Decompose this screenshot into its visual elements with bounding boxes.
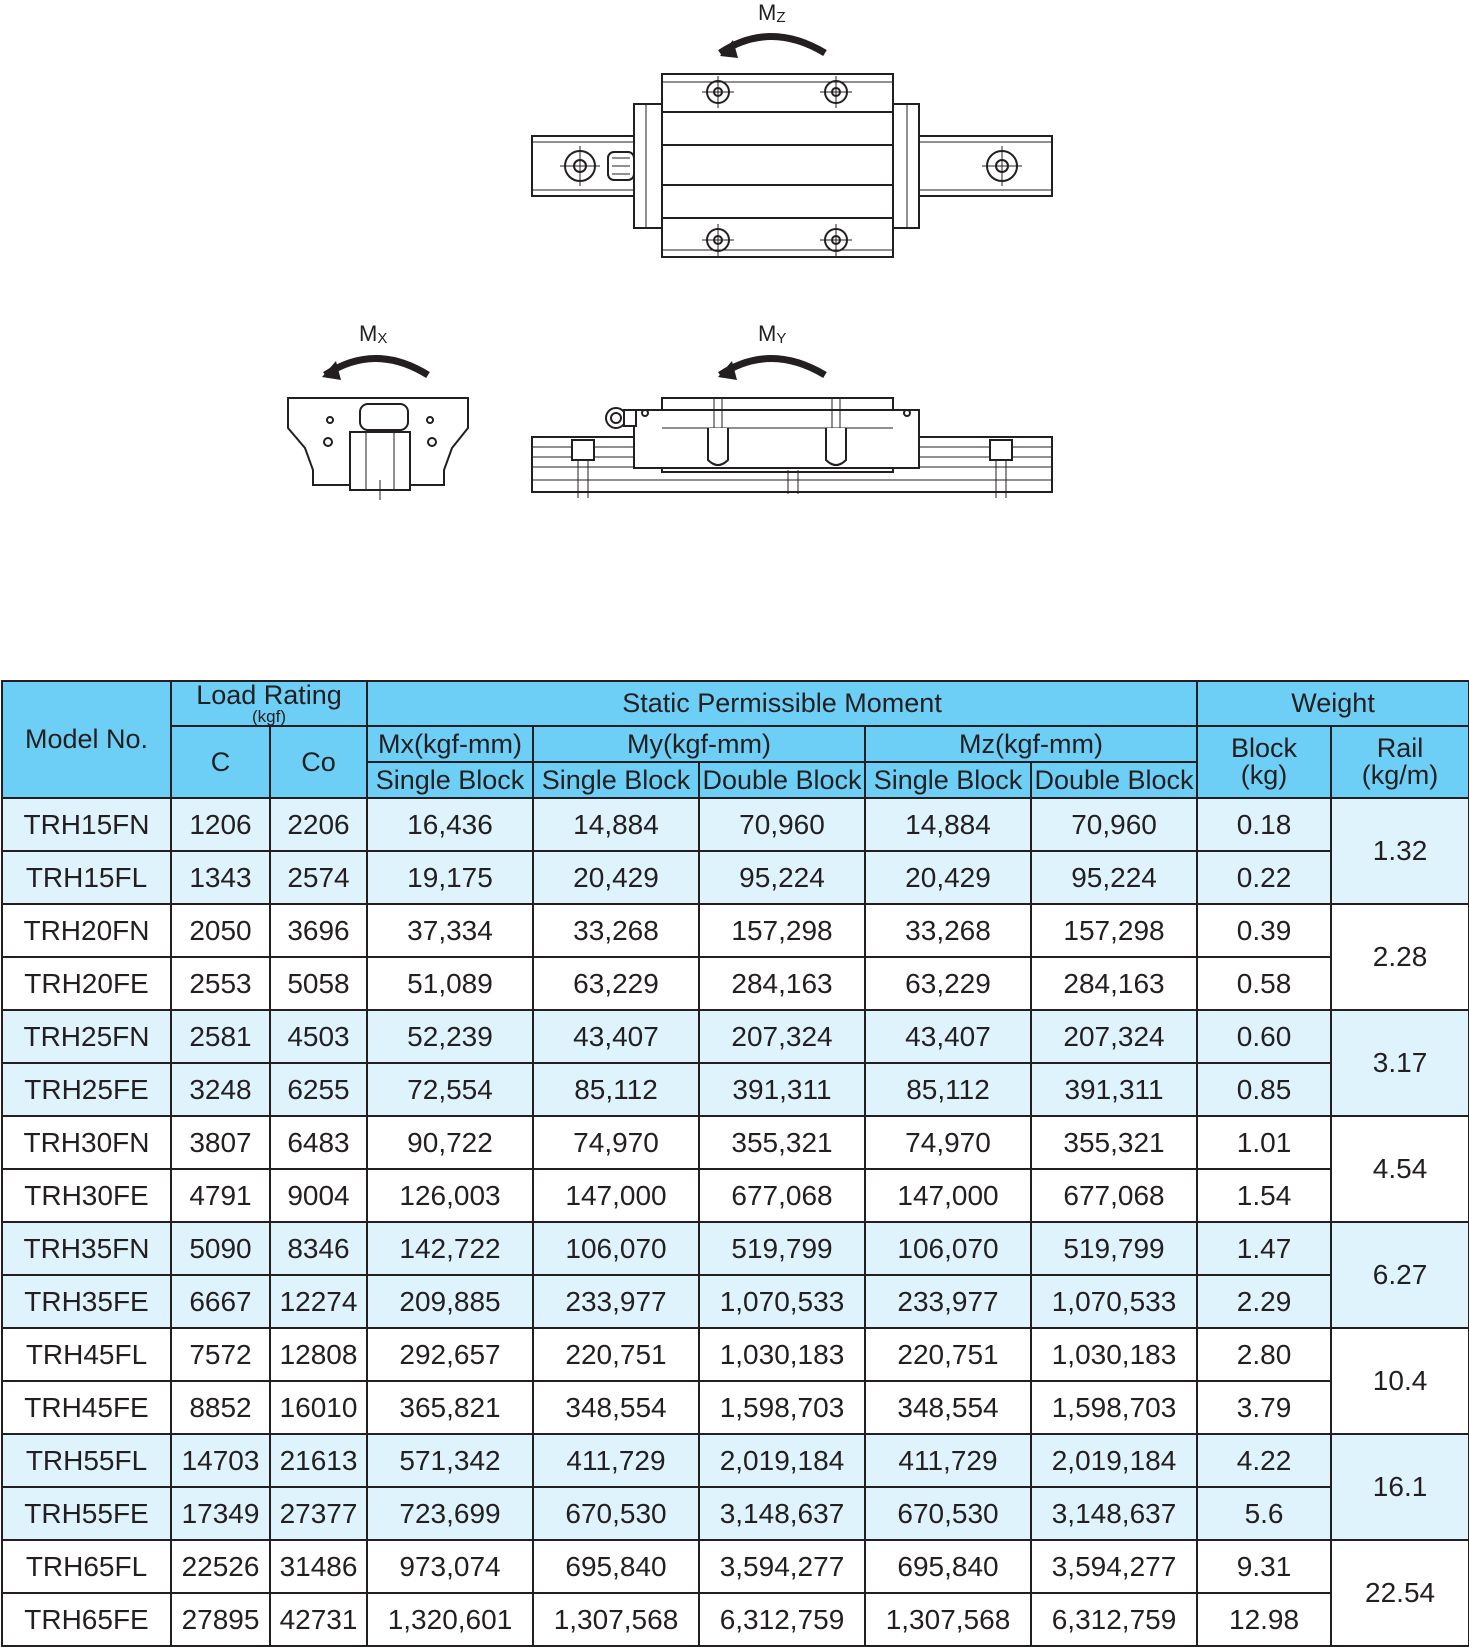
mz-single-cell: 20,429 bbox=[865, 851, 1031, 904]
header-c: C bbox=[171, 726, 270, 798]
mz-label: $M_Z$ bbox=[758, 0, 786, 26]
mz-double-cell: 391,311 bbox=[1031, 1063, 1197, 1116]
my-double-cell: 207,324 bbox=[699, 1010, 865, 1063]
table-row bbox=[2, 798, 1469, 851]
co-cell: 2206 bbox=[270, 798, 367, 851]
table-row bbox=[2, 1381, 1469, 1434]
mz-single-cell: 147,000 bbox=[865, 1169, 1031, 1222]
co-cell: 2574 bbox=[270, 851, 367, 904]
my-single-cell: 348,554 bbox=[533, 1381, 699, 1434]
my-single-cell: 43,407 bbox=[533, 1010, 699, 1063]
header-block: Block (kg) bbox=[1197, 726, 1331, 798]
co-cell: 16010 bbox=[270, 1381, 367, 1434]
mz-double-cell: 284,163 bbox=[1031, 957, 1197, 1010]
table-row bbox=[2, 904, 1469, 957]
model-cell: TRH55FE bbox=[2, 1487, 171, 1540]
mx-single-cell: 126,003 bbox=[367, 1169, 533, 1222]
mx-single-cell: 973,074 bbox=[367, 1540, 533, 1593]
table-row bbox=[2, 1540, 1469, 1593]
mx-single-cell: 292,657 bbox=[367, 1328, 533, 1381]
header-mz: Mz(kgf-mm) bbox=[865, 726, 1197, 762]
my-double-cell: 3,594,277 bbox=[699, 1540, 865, 1593]
block-weight-cell: 12.98 bbox=[1197, 1593, 1331, 1646]
header-my-double: Double Block bbox=[699, 762, 865, 798]
model-cell: TRH35FN bbox=[2, 1222, 171, 1275]
mz-double-cell: 519,799 bbox=[1031, 1222, 1197, 1275]
table-row bbox=[2, 957, 1469, 1010]
c-cell: 3807 bbox=[171, 1116, 270, 1169]
my-double-cell: 1,030,183 bbox=[699, 1328, 865, 1381]
rail-weight-cell: 4.54 bbox=[1331, 1116, 1469, 1222]
my-single-cell: 147,000 bbox=[533, 1169, 699, 1222]
mz-double-cell: 1,070,533 bbox=[1031, 1275, 1197, 1328]
mz-double-cell: 95,224 bbox=[1031, 851, 1197, 904]
table-row bbox=[2, 1434, 1469, 1487]
model-cell: TRH20FE bbox=[2, 957, 171, 1010]
mx-label: $M_X$ bbox=[359, 321, 388, 347]
my-double-cell: 284,163 bbox=[699, 957, 865, 1010]
model-cell: TRH35FE bbox=[2, 1275, 171, 1328]
table-row bbox=[2, 1169, 1469, 1222]
my-double-cell: 6,312,759 bbox=[699, 1593, 865, 1646]
rail-weight-cell: 10.4 bbox=[1331, 1328, 1469, 1434]
co-cell: 12808 bbox=[270, 1328, 367, 1381]
side-view bbox=[532, 359, 1052, 499]
mz-single-cell: 33,268 bbox=[865, 904, 1031, 957]
my-single-cell: 20,429 bbox=[533, 851, 699, 904]
my-double-cell: 677,068 bbox=[699, 1169, 865, 1222]
header-model: Model No. bbox=[2, 681, 171, 798]
block-weight-cell: 1.54 bbox=[1197, 1169, 1331, 1222]
my-double-cell: 1,598,703 bbox=[699, 1381, 865, 1434]
co-cell: 27377 bbox=[270, 1487, 367, 1540]
my-single-cell: 1,307,568 bbox=[533, 1593, 699, 1646]
mz-double-cell: 1,030,183 bbox=[1031, 1328, 1197, 1381]
co-cell: 12274 bbox=[270, 1275, 367, 1328]
mx-single-cell: 723,699 bbox=[367, 1487, 533, 1540]
mz-double-cell: 2,019,184 bbox=[1031, 1434, 1197, 1487]
table-row bbox=[2, 851, 1469, 904]
mz-double-cell: 677,068 bbox=[1031, 1169, 1197, 1222]
header-mx-single: Single Block bbox=[367, 762, 533, 798]
mx-single-cell: 16,436 bbox=[367, 798, 533, 851]
mz-double-cell: 70,960 bbox=[1031, 798, 1197, 851]
mx-single-cell: 209,885 bbox=[367, 1275, 533, 1328]
grease-nipple-icon bbox=[608, 152, 634, 180]
my-double-cell: 355,321 bbox=[699, 1116, 865, 1169]
rail-weight-cell: 6.27 bbox=[1331, 1222, 1469, 1328]
mx-single-cell: 1,320,601 bbox=[367, 1593, 533, 1646]
c-cell: 2050 bbox=[171, 904, 270, 957]
moment-diagram bbox=[0, 0, 1469, 520]
mx-single-cell: 571,342 bbox=[367, 1434, 533, 1487]
header-rail: Rail (kg/m) bbox=[1331, 726, 1469, 798]
c-cell: 8852 bbox=[171, 1381, 270, 1434]
mz-single-cell: 85,112 bbox=[865, 1063, 1031, 1116]
co-cell: 21613 bbox=[270, 1434, 367, 1487]
end-view bbox=[288, 359, 468, 501]
mz-single-cell: 43,407 bbox=[865, 1010, 1031, 1063]
mz-single-cell: 233,977 bbox=[865, 1275, 1031, 1328]
table-row bbox=[2, 1487, 1469, 1540]
mx-single-cell: 19,175 bbox=[367, 851, 533, 904]
c-cell: 3248 bbox=[171, 1063, 270, 1116]
header-my-single: Single Block bbox=[533, 762, 699, 798]
mz-single-cell: 220,751 bbox=[865, 1328, 1031, 1381]
mx-single-cell: 142,722 bbox=[367, 1222, 533, 1275]
my-double-cell: 157,298 bbox=[699, 904, 865, 957]
block-weight-cell: 2.80 bbox=[1197, 1328, 1331, 1381]
c-cell: 2553 bbox=[171, 957, 270, 1010]
model-cell: TRH20FN bbox=[2, 904, 171, 957]
c-cell: 1343 bbox=[171, 851, 270, 904]
header-mz-double: Double Block bbox=[1031, 762, 1197, 798]
c-cell: 1206 bbox=[171, 798, 270, 851]
block-weight-cell: 5.6 bbox=[1197, 1487, 1331, 1540]
mz-double-cell: 6,312,759 bbox=[1031, 1593, 1197, 1646]
c-cell: 5090 bbox=[171, 1222, 270, 1275]
c-cell: 2581 bbox=[171, 1010, 270, 1063]
mz-double-cell: 207,324 bbox=[1031, 1010, 1197, 1063]
block-weight-cell: 0.39 bbox=[1197, 904, 1331, 957]
mz-single-cell: 695,840 bbox=[865, 1540, 1031, 1593]
rail-weight-cell: 1.32 bbox=[1331, 798, 1469, 904]
my-single-cell: 63,229 bbox=[533, 957, 699, 1010]
grease-nipple-side-icon bbox=[606, 408, 636, 428]
mx-single-cell: 37,334 bbox=[367, 904, 533, 957]
mz-double-cell: 3,594,277 bbox=[1031, 1540, 1197, 1593]
model-cell: TRH45FE bbox=[2, 1381, 171, 1434]
model-cell: TRH25FE bbox=[2, 1063, 171, 1116]
c-cell: 7572 bbox=[171, 1328, 270, 1381]
mz-double-cell: 1,598,703 bbox=[1031, 1381, 1197, 1434]
co-cell: 6255 bbox=[270, 1063, 367, 1116]
spec-table bbox=[1, 680, 1469, 1647]
model-cell: TRH15FN bbox=[2, 798, 171, 851]
c-cell: 17349 bbox=[171, 1487, 270, 1540]
my-single-cell: 695,840 bbox=[533, 1540, 699, 1593]
mz-single-cell: 14,884 bbox=[865, 798, 1031, 851]
mx-single-cell: 52,239 bbox=[367, 1010, 533, 1063]
co-cell: 8346 bbox=[270, 1222, 367, 1275]
top-view bbox=[532, 37, 1052, 258]
co-cell: 9004 bbox=[270, 1169, 367, 1222]
my-double-cell: 3,148,637 bbox=[699, 1487, 865, 1540]
my-single-cell: 85,112 bbox=[533, 1063, 699, 1116]
my-double-cell: 519,799 bbox=[699, 1222, 865, 1275]
rail-weight-cell: 2.28 bbox=[1331, 904, 1469, 1010]
co-cell: 5058 bbox=[270, 957, 367, 1010]
rail-weight-cell: 3.17 bbox=[1331, 1010, 1469, 1116]
mx-single-cell: 51,089 bbox=[367, 957, 533, 1010]
c-cell: 6667 bbox=[171, 1275, 270, 1328]
header-mz-single: Single Block bbox=[865, 762, 1031, 798]
spec-table-body bbox=[2, 798, 1469, 1646]
block-weight-cell: 1.01 bbox=[1197, 1116, 1331, 1169]
mz-single-cell: 63,229 bbox=[865, 957, 1031, 1010]
block-weight-cell: 0.85 bbox=[1197, 1063, 1331, 1116]
my-label: $M_Y$ bbox=[758, 321, 787, 347]
block-weight-cell: 1.47 bbox=[1197, 1222, 1331, 1275]
my-single-cell: 14,884 bbox=[533, 798, 699, 851]
mx-arrow-icon bbox=[325, 359, 428, 376]
model-cell: TRH45FL bbox=[2, 1328, 171, 1381]
co-cell: 6483 bbox=[270, 1116, 367, 1169]
model-cell: TRH30FN bbox=[2, 1116, 171, 1169]
c-cell: 27895 bbox=[171, 1593, 270, 1646]
my-single-cell: 74,970 bbox=[533, 1116, 699, 1169]
my-double-cell: 1,070,533 bbox=[699, 1275, 865, 1328]
my-double-cell: 391,311 bbox=[699, 1063, 865, 1116]
table-row bbox=[2, 1593, 1469, 1646]
my-double-cell: 70,960 bbox=[699, 798, 865, 851]
co-cell: 3696 bbox=[270, 904, 367, 957]
my-double-cell: 95,224 bbox=[699, 851, 865, 904]
mx-single-cell: 90,722 bbox=[367, 1116, 533, 1169]
mx-single-cell: 365,821 bbox=[367, 1381, 533, 1434]
mz-single-cell: 1,307,568 bbox=[865, 1593, 1031, 1646]
block-weight-cell: 0.58 bbox=[1197, 957, 1331, 1010]
mx-single-cell: 72,554 bbox=[367, 1063, 533, 1116]
c-cell: 4791 bbox=[171, 1169, 270, 1222]
table-row bbox=[2, 1116, 1469, 1169]
my-single-cell: 411,729 bbox=[533, 1434, 699, 1487]
table-row bbox=[2, 1063, 1469, 1116]
my-double-cell: 2,019,184 bbox=[699, 1434, 865, 1487]
model-cell: TRH30FE bbox=[2, 1169, 171, 1222]
mz-single-cell: 670,530 bbox=[865, 1487, 1031, 1540]
mz-single-cell: 106,070 bbox=[865, 1222, 1031, 1275]
my-single-cell: 670,530 bbox=[533, 1487, 699, 1540]
block-weight-cell: 4.22 bbox=[1197, 1434, 1331, 1487]
rail-weight-cell: 22.54 bbox=[1331, 1540, 1469, 1646]
c-cell: 22526 bbox=[171, 1540, 270, 1593]
block-weight-cell: 0.18 bbox=[1197, 798, 1331, 851]
model-cell: TRH65FE bbox=[2, 1593, 171, 1646]
model-cell: TRH15FL bbox=[2, 851, 171, 904]
c-cell: 14703 bbox=[171, 1434, 270, 1487]
header-weight: Weight bbox=[1197, 681, 1469, 726]
table-row bbox=[2, 1275, 1469, 1328]
model-cell: TRH25FN bbox=[2, 1010, 171, 1063]
model-cell: TRH55FL bbox=[2, 1434, 171, 1487]
mz-double-cell: 157,298 bbox=[1031, 904, 1197, 957]
block-weight-cell: 0.60 bbox=[1197, 1010, 1331, 1063]
header-load-rating: Load Rating (kgf) bbox=[171, 681, 367, 726]
block-weight-cell: 0.22 bbox=[1197, 851, 1331, 904]
block-weight-cell: 3.79 bbox=[1197, 1381, 1331, 1434]
model-cell: TRH65FL bbox=[2, 1540, 171, 1593]
table-row bbox=[2, 1010, 1469, 1063]
header-my: My(kgf-mm) bbox=[533, 726, 865, 762]
my-single-cell: 106,070 bbox=[533, 1222, 699, 1275]
table-row bbox=[2, 1328, 1469, 1381]
co-cell: 4503 bbox=[270, 1010, 367, 1063]
header-mx: Mx(kgf-mm) bbox=[367, 726, 533, 762]
mz-double-cell: 3,148,637 bbox=[1031, 1487, 1197, 1540]
mz-single-cell: 348,554 bbox=[865, 1381, 1031, 1434]
mz-double-cell: 355,321 bbox=[1031, 1116, 1197, 1169]
block-weight-cell: 9.31 bbox=[1197, 1540, 1331, 1593]
my-single-cell: 233,977 bbox=[533, 1275, 699, 1328]
mz-single-cell: 74,970 bbox=[865, 1116, 1031, 1169]
my-arrow-icon bbox=[720, 359, 825, 376]
header-static-moment: Static Permissible Moment bbox=[367, 681, 1197, 726]
my-single-cell: 33,268 bbox=[533, 904, 699, 957]
table-row bbox=[2, 1222, 1469, 1275]
block-weight-cell: 2.29 bbox=[1197, 1275, 1331, 1328]
co-cell: 42731 bbox=[270, 1593, 367, 1646]
co-cell: 31486 bbox=[270, 1540, 367, 1593]
header-co: Co bbox=[270, 726, 367, 798]
guide-block-drawing bbox=[0, 0, 1469, 520]
rail-weight-cell: 16.1 bbox=[1331, 1434, 1469, 1540]
mz-single-cell: 411,729 bbox=[865, 1434, 1031, 1487]
my-single-cell: 220,751 bbox=[533, 1328, 699, 1381]
